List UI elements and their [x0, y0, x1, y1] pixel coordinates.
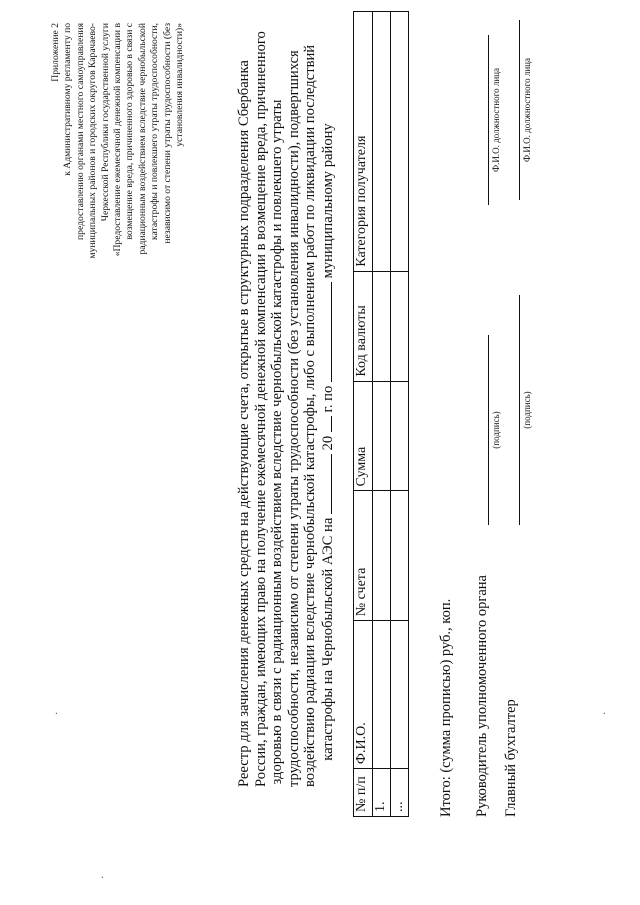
appendix-line: к Административному регламенту по	[62, 23, 74, 176]
head-signature-label: Руководитель уполномоченного органа	[474, 575, 490, 817]
table-cell	[373, 621, 391, 769]
scan-speck: ·	[52, 711, 63, 715]
table-cell	[391, 271, 409, 381]
district-suffix: муниципальному району	[319, 123, 336, 279]
appendix-line: установления инвалидности)»	[174, 23, 186, 147]
title-line-5: воздействию радиации вследствие чернобыльской катастрофы, либо с выполнением работ по ликвидации последствий	[302, 44, 318, 787]
appendix-line: «Предоставление ежемесячной денежной компенсации в	[112, 23, 124, 257]
table-cell: ...	[391, 769, 409, 817]
scan-speck: ·	[600, 711, 611, 715]
accountant-signature-caption: (подпись)	[522, 391, 532, 429]
period-to: г. по	[319, 385, 336, 413]
title-line-1: Реестр для зачисления денежных средств на действующие счета, открытые в структурных подразделения Сбербанка	[236, 60, 252, 787]
document-title	[236, 31, 336, 787]
title-line-4: трудоспособности, независимо от степени утраты трудоспособности (без установления инвалидности), подвергшихся	[285, 50, 302, 787]
header-currency: Код валюты	[354, 271, 373, 381]
appendix-line: Черкесской Республики государственной услуги	[99, 23, 111, 222]
table-cell	[391, 12, 409, 272]
accountant-name-caption: Ф.И.О. должностного лица	[522, 58, 532, 162]
district-blank	[319, 282, 332, 382]
period-prefix: катастрофы на Чернобыльской АЭС на	[319, 517, 336, 761]
appendix-line: муниципальных районов и городских округов Карачаево-	[87, 23, 99, 259]
year-blank	[319, 416, 332, 432]
header-fio: Ф.И.О.	[354, 621, 373, 769]
table-cell	[391, 381, 409, 491]
title-line-2: России, граждан, имеющих право на получение ежемесячной денежной компенсации в возмещение вреда, причиненного	[252, 31, 269, 787]
header-sum: Сумма	[354, 381, 373, 491]
total-line: Итого: (сумма прописью) руб., коп.	[438, 598, 454, 817]
scan-speck: ·	[98, 875, 109, 879]
header-category: Категория получателя	[354, 12, 373, 272]
accountant-signature-label: Главный бухгалтер	[503, 699, 519, 817]
appendix-line: Приложение 2	[50, 23, 61, 82]
table-cell	[391, 621, 409, 769]
date-blank	[319, 454, 332, 514]
title-line-3: здоровью в связи с радиационным воздействием вследствие чернобыльской катастрофы и повлекшего утраты	[269, 99, 285, 785]
table-header-row	[354, 12, 373, 817]
head-name-caption: Ф.И.О. должностного лица	[491, 68, 501, 172]
title-line-6	[319, 97, 337, 787]
table-cell	[391, 491, 409, 621]
head-signature-caption: (подпись)	[491, 411, 501, 449]
head-signature-line	[488, 335, 489, 525]
appendix-line: катастрофы и повлекшего утраты трудоспособности,	[149, 23, 161, 240]
appendix-line: предоставлению органами местного самоуправления	[74, 23, 86, 240]
registry-table	[353, 11, 409, 817]
appendix-block	[50, 23, 186, 307]
head-name-line	[488, 35, 489, 205]
appendix-line: возмещение вреда, причиненного здоровью в связи с	[124, 23, 136, 240]
table-row	[373, 12, 391, 817]
table-cell	[373, 12, 391, 272]
header-account: № счета	[354, 491, 373, 621]
appendix-line: независимо от степени утраты трудоспособности (без	[161, 23, 173, 244]
table-cell	[373, 271, 391, 381]
table-cell	[373, 381, 391, 491]
table-cell	[373, 491, 391, 621]
table-row	[391, 12, 409, 817]
accountant-name-line	[519, 20, 520, 200]
header-number: № п/п	[354, 769, 373, 817]
accountant-signature-line	[519, 295, 520, 525]
year-prefix: 20	[319, 435, 336, 451]
appendix-line: радиационным воздействием вследствие чернобыльской	[136, 23, 148, 255]
table-cell: 1.	[373, 769, 391, 817]
